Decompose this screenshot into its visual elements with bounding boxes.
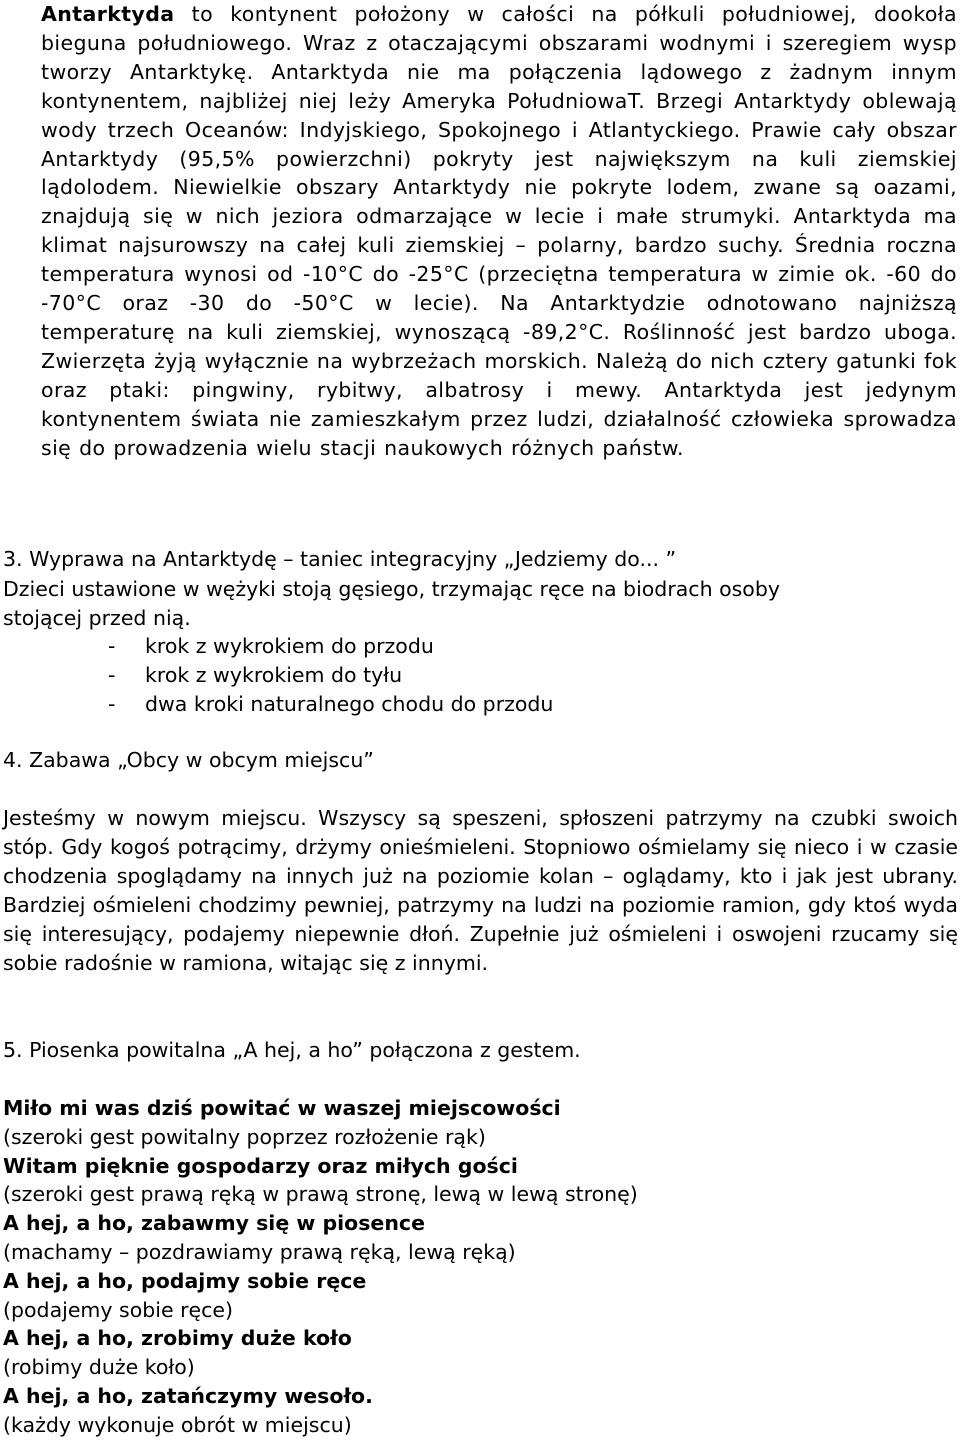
list-item [108, 690, 553, 719]
section-4-paragraph: Jesteśmy w nowym miejscu. Wszyscy są speszeni, spłoszeni patrzymy na czubki swoich stóp. Gdy kogoś potrącimy, drżymy onieśmieleni. Stopniowo ośmielamy się nieco i w czasie chodzenia spoglądamy na innych już na poziomie kolan – oglądamy, kto i jak jest ubrany. Bardziej ośmieleni chodzimy pewniej, patrzymy na ludzi na poziomie ramion, gdy ktoś wyda się interesujący, podajemy niepewnie dłoń. Zupełnie już ośmieleni i oswojeni rzucamy się sobie radośnie w ramiona, witając się z innymi. [3, 806, 958, 975]
section-5-heading: 5. Piosenka powitalna „A hej, a ho” połączona z gestem. [3, 1038, 581, 1062]
song-verse: A hej, a ho, zrobimy duże koło [3, 1326, 352, 1351]
song-verse: A hej, a ho, zabawmy się w piosence [3, 1211, 425, 1236]
song-gesture: (szeroki gest powitalny poprzez rozłożenie rąk) [3, 1124, 486, 1149]
section-3-intro [3, 575, 958, 633]
song-verse: A hej, a ho, podajmy sobie ręce [3, 1268, 367, 1293]
section-3-intro-line-1: Dzieci ustawione w wężyki stoją gęsiego, trzymając ręce na biodrach osoby [3, 577, 780, 601]
song-verse: A hej, a ho, zatańczymy wesoło. [3, 1383, 373, 1408]
song-gesture: (podajemy sobie ręce) [3, 1297, 234, 1322]
song-verse: Miło mi was dziś powitać w waszej miejscowości [3, 1096, 561, 1120]
dance-steps-list [108, 632, 553, 719]
list-dash: - [108, 663, 116, 687]
song-gesture: (każdy wykonuje obrót w miejscu) [3, 1412, 352, 1437]
antarctica-paragraph [41, 0, 957, 463]
list-dash: - [108, 634, 116, 658]
song-gesture: (machamy – pozdrawiamy prawą ręką, lewą ręką) [3, 1239, 516, 1264]
song-lyrics [3, 1094, 638, 1440]
step-text: dwa kroki naturalnego chodu do przodu [145, 692, 554, 716]
song-verse: Witam pięknie gospodarzy oraz miłych gości [3, 1153, 518, 1178]
list-item [108, 661, 553, 690]
section-3-heading: 3. Wyprawa na Antarktydę – taniec integracyjny „Jedziemy do... ” [3, 547, 677, 571]
step-text: krok z wykrokiem do tyłu [145, 663, 403, 687]
section-3-intro-line-2: stojącej przed nią. [3, 605, 191, 630]
song-gesture: (robimy duże koło) [3, 1355, 195, 1380]
song-gesture: (szeroki gest prawą ręką w prawą stronę, lewą w lewą stronę) [3, 1182, 638, 1207]
antarctica-text: to kontynent położony w całości na półkuli południowej, dookoła bieguna południowego. Wraz z otaczającymi obszarami wodnymi i szeregiem wysp tworzy Antarktykę. Antarktyda nie ma połączenia lądowego z żadnym innym kontynentem, najbliżej niej leży Ameryka PołudniowaT. Brzegi Antarktydy oblewają wody trzech Oceanów: Indyjskiego, Spokojnego i Atlantyckiego. Prawie cały obszar Antarktydy (95,5% powierzchni) pokryty jest największym na kuli ziemskiej lądolodem. Niewielkie obszary Antarktydy nie pokryte lodem, zwane są oazami, znajdują się w nich jeziora odmarzające w lecie i małe strumyki. Antarktyda ma klimat najsurowszy na całej kuli ziemskiej – polarny, bardzo suchy. Średnia roczna temperatura wynosi od -10°C do -25°C (przeciętna temperatura w zimie ok. -60 do -70°C oraz -30 do -50°C w lecie). Na Antarktydzie odnotowano najniższą temperaturę na kuli ziemskiej, wynoszącą -89,2°C. Roślinność jest bardzo uboga. Zwierzęta żyją wyłącznie na wybrzeżach morskich. Należą do nich cztery gatunki fok oraz ptaki: pingwiny, rybitwy, albatrosy i mewy. Antarktyda jest jedynym kontynentem świata nie zamieszkałym przez ludzi, działalność człowieka sprowadza się do prowadzenia wielu stacji naukowych różnych państw. [41, 2, 957, 460]
list-item [108, 632, 553, 661]
step-text: krok z wykrokiem do przodu [145, 634, 434, 658]
list-dash: - [108, 692, 116, 716]
antarctica-bold-lead: Antarktyda [41, 2, 175, 26]
section-4-heading: 4. Zabawa „Obcy w obcym miejscu” [3, 748, 374, 772]
